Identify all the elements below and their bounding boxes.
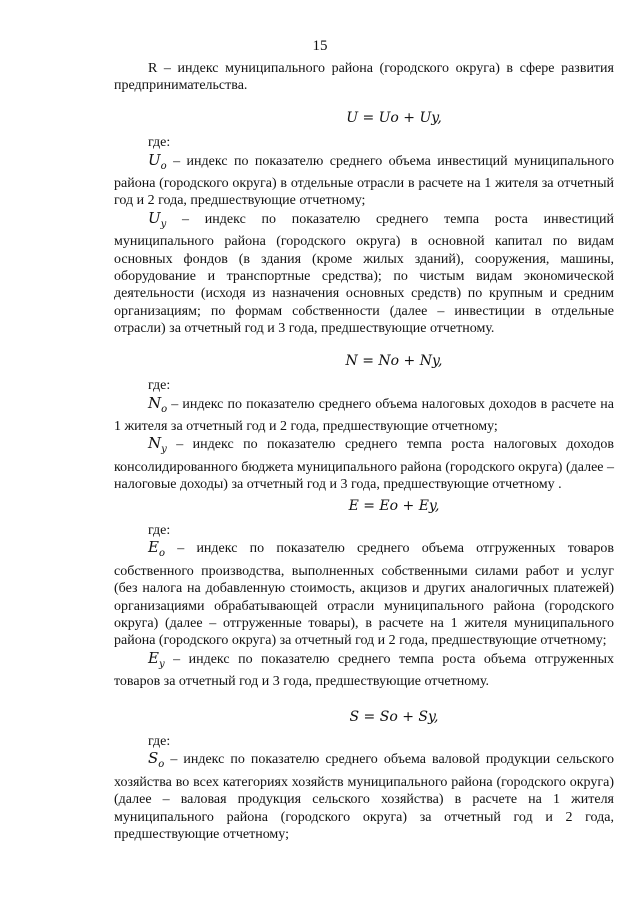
symbol: $U_o$: [148, 150, 167, 172]
definition-n-y: $N_y$ – индекс по показателю среднего темпа роста налоговых доходов консолидированного бюджета муниципального района (городского округа) (далее – налоговые доходы) за отчетный год и 3 года, предшествующие отчетному .: [114, 434, 614, 493]
symbol: $N_o$: [148, 393, 168, 415]
formula-s: S = So + Sy,: [349, 708, 439, 725]
symbol: $E_y$: [148, 648, 165, 670]
formula-e: E = Eo + Ey,: [348, 497, 440, 514]
definition-n-o: $N_o$ – индекс по показателю среднего объема налоговых доходов в расчете на 1 жителя за отчетный год и 2 года, предшествующие отчетному;: [114, 393, 614, 434]
formula-n: N = No + Ny,: [345, 352, 443, 369]
definition-e-o: $E_o$ – индекс по показателю среднего объема отгруженных товаров собственного производства, выполненных собственными силами работ и услуг (без налога на добавленную стоимость, акцизов и других аналогичных платежей) организациями обрабатывающей отрасли муниципального района (городского округа) (далее – отгруженные товары), в расчете на 1 жителя муниципального района (городского округа) за отчетный год и 2 года, предшествующие отчетному;: [114, 538, 614, 649]
where-label: где:: [148, 135, 171, 151]
formula-u: U = Uo + Uy,: [346, 109, 442, 126]
symbol: $E_o$: [148, 538, 165, 560]
page-number: 15: [312, 38, 328, 54]
where-label: где:: [148, 378, 171, 394]
where-label: где:: [148, 522, 171, 538]
definition-u-y: $U_y$ – индекс по показателю среднего темпа роста инвестиций муниципального района (городского округа) в основной капитал по видам основных фондов (в здания (кроме жилых зданий), сооружения, машины, оборудование и транспортные средства); по чистым видам экономической деятельности (исходя из назначения основных средств) по крупным и средним организациям; по формам собственности (далее – инвестиции в отдельные отрасли) за отчетный год и 3 года, предшествующие отчетному.: [114, 208, 614, 337]
where-label: где:: [148, 734, 171, 749]
definition-u-o: $U_o$ – индекс по показателю среднего объема инвестиций муниципального района (городского округа) в отдельные отрасли в расчете на 1 жителя за отчетный год и 2 года, предшествующие отчетному;: [114, 150, 614, 209]
definition-s-o: $S_o$ – индекс по показателю среднего объема валовой продукции сельского хозяйства во всех категориях хозяйств муниципального района (городского округа) (далее – валовая продукция сельского хозяйства) в расчете на 1 жителя муниципального района (городского округа) за отчетный год и 2 года, предшествующие отчетному;: [114, 749, 614, 843]
intro-paragraph: R – индекс муниципального района (городского округа) в сфере развития предпринимательства.: [114, 61, 614, 94]
symbol: $N_y$: [148, 434, 167, 456]
page-content: [114, 60, 614, 843]
symbol: $S_o$: [148, 749, 165, 771]
definition-e-y: $E_y$ – индекс по показателю среднего темпа роста объема отгруженных товаров за отчетный год и 3 года, предшествующие отчетному.: [114, 648, 614, 690]
symbol: $U_y$: [148, 208, 167, 230]
